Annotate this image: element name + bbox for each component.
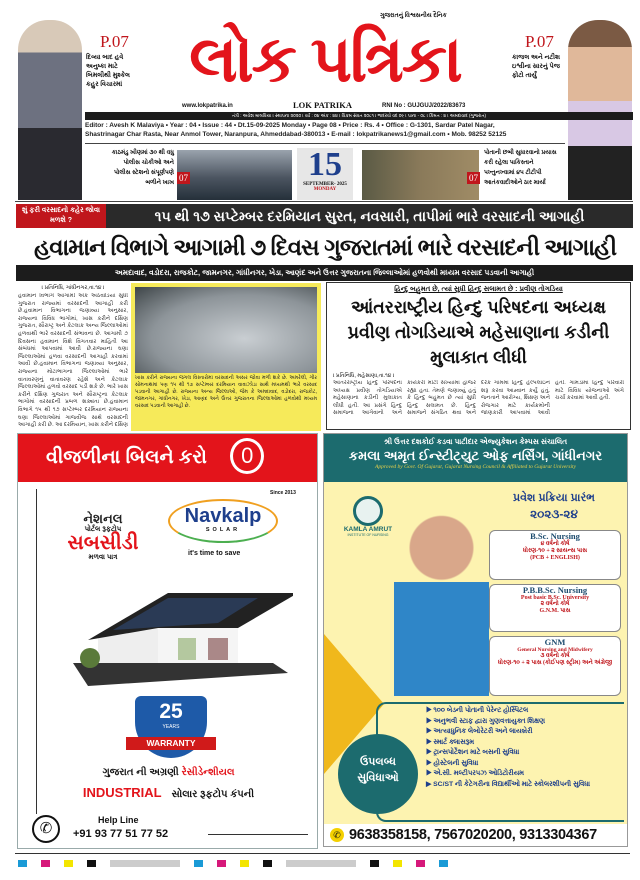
editor-line-1: Editor : Avesh K Malaviya • Year : 04 • Issue : 44 • Dt.15-09-2025 Monday • Page 08 • Price : Rs. 4 • Office : G-1301, Sardar Patel Nagar, — [85, 122, 495, 129]
slogan: it's time to save — [188, 550, 241, 557]
admission-year: ૨૦૨૩-૨૪ — [530, 507, 578, 521]
lead-body: હવામાન વિભાગે આગામી એક અઠવાડિયા સુધી ગુજરાત રાજ્યમાં વરસાદની આગાહી કરી છે.હવામાન વિભાગના જણાવ્યા અનુસાર, રાજ્યના વિવિધ ભાગોમાં, ખાસ કરીને દક્ષિણ ગુજરાત, સૌરાષ્ટ્ર અને કેટલાક અન્ય જિલ્લાઓમાં હળવાથી ભારે વરસાદની સંભાવના છે. આગામી ૭ દિવસના હવામાન વિશે વિગતવાર માહિતી આ સંબંધમાં આપવામાં આવી છે.રાજ્યના ઘણા જિલ્લાઓમાં હળવા વરસાદની આગાહી કરવામાં આવી છે.હવામાન વિભાગના જણાવ્યા અનુસાર, રાજ્યના મોટાભાગના જિલ્લાઓમાં ભારે વાતાવરણનું વાતાવરણ રહેશે અને કેટલાક જિલ્લાઓમાં હળવો વરસાદ પડી શકે છે. ભારે ખાસ કરીને દક્ષિણ ગુજરાત અને સૌરાષ્ટ્રના કેટલાક ભાગોમાં વરસાદની પ્રબળ શક્યતા છે.હવામાન વિભાગે ૧૫ થી ૧૭ સપ્ટેમ્બર દરમિયાન રાજ્યના ઘણા જિલ્લાઓમાં ગાજવીજ સાથે વરસાદની આગાહી કરી છે. આ દરમિયાન, ખાસ કરીને દક્ષિણ — [18, 293, 128, 428]
left-teaser-text[interactable]: દિવ્યા બાદ હવે અનુષ્કા માટે બિમલીથી મુશ્કેલ કહુર વિચારમાં — [86, 54, 130, 88]
banner-kicker — [16, 204, 106, 228]
brand-name: Navkalp — [184, 505, 262, 527]
lead-dateline: । પ્રતિનિધિ, ગાંધીનગર,તા.૧૪ । — [41, 285, 105, 291]
strip-left-page[interactable]: 07 — [179, 173, 188, 183]
subsidy-block — [44, 512, 162, 561]
divider — [85, 143, 565, 144]
navkalp-logo — [168, 499, 278, 543]
strip-left-text[interactable]: કાઠમંડુ ખીણમાં ૩૦ થી વધુ પોલીસ ચોકીઓ અને પોલીસ સ્ટેશનો સંપૂર્ણપણે બળીને ખાખ — [111, 150, 174, 186]
info-band-text: તંત્રી : અવેશ માલવિયા । સ્થાપના ૨૦૨૦ । વર્ષ : ૦૪ અંક : ૪૪ । વિક્રમ સંવત ૨૦૮૧ । ભાદરવો વદ ૦૯ । પાના - ૦૮ । કિંમત : ૪ । અમદાવાદ (ગુજરાત) — [232, 113, 486, 118]
website[interactable]: www.lokpatrika.in — [182, 103, 233, 109]
helpline-label: Help Line — [98, 815, 139, 825]
facility-item: ▶ અનુભવી સ્ટાફ દ્વારા ગુણવત્તાયુક્ત શિક્ષણ — [426, 717, 545, 725]
course-name: B.Sc. Nursing — [530, 531, 580, 541]
subsidy-line: સબસીડી — [67, 531, 139, 554]
strip-right-page[interactable]: 07 — [469, 173, 478, 183]
facility-item: ▶ ૧૦૦ બેડની પોતાની પેરેન્ટ હોસ્પિટલ — [426, 707, 529, 714]
color-registration-bar — [18, 860, 628, 868]
logo: લોક પત્રિકા — [189, 23, 461, 95]
facility-text: ટ્રાન્સપોર્ટેશન માટે બસની સુવિધા — [433, 749, 520, 756]
course-line: ૩ વર્ષનો કોર્ષ — [540, 653, 570, 659]
warranty-years: YEARS — [162, 724, 180, 730]
course-name: GNM — [544, 637, 566, 647]
nursing-top: શ્રી ઉત્તર દશકોઈ કડવા પાટીદાર એજ્યુકેશન કેમ્પસ સંચાલિત — [383, 437, 568, 446]
right-teaser-page[interactable]: P.07 — [525, 32, 554, 51]
tagline-2a: INDUSTRIAL — [82, 785, 162, 800]
course-line: ૪ વર્ષનો કોર્ષ — [540, 541, 570, 547]
kamla-amrut-logo — [338, 496, 398, 537]
phone-bar — [324, 824, 627, 846]
rni: RNI No : GUJGUJ/2022/83673 — [382, 103, 466, 109]
date-box — [297, 148, 353, 200]
facility-item: ▶ હોસ્ટેલની સુવિધા — [426, 759, 479, 767]
date-day: 15 — [308, 146, 342, 183]
facility-text: અનુભવી સ્ટાફ દ્વારા ગુણવત્તાયુક્ત શિક્ષણ — [433, 717, 545, 725]
solar-banner — [18, 434, 317, 482]
logo-sub: INSTITUTE OF NURSING — [347, 533, 389, 537]
facility-item: ▶ એ.સી. મલ્ટીપરપઝ ઓડિટોરીયમ — [426, 770, 524, 777]
nursing-header — [324, 434, 627, 482]
brand-sub: SOLAR — [205, 527, 241, 533]
course-card[interactable] — [489, 584, 621, 632]
course-line: General Nursing and Midwifery — [517, 647, 593, 653]
tagline-1 — [18, 767, 319, 778]
bottom-rule — [15, 853, 630, 854]
english-name: LOK PATRIKA — [293, 100, 352, 110]
rain-photo — [135, 287, 317, 373]
right-actress-photo — [568, 20, 632, 200]
helpline-number[interactable]: +91 93 77 51 77 52 — [73, 828, 169, 840]
togadia-kicker[interactable]: હિન્દુ બહુમત છે, ત્યાં સુધી હિન્દુ સલામત છે : પ્રવીણ તોગડિયા — [394, 286, 563, 293]
phone-icon: ✆ — [32, 815, 60, 843]
date-weekday: MONDAY — [313, 187, 337, 192]
course-card[interactable] — [489, 636, 621, 696]
info-band — [85, 112, 633, 120]
tagline: ગુજરાતનું વિશ્વસનીય દૈનિક — [380, 13, 447, 19]
warranty-number: 25 — [159, 700, 183, 723]
left-teaser-page[interactable]: P.07 — [100, 32, 129, 51]
banner-headline — [106, 204, 633, 228]
togadia-story — [326, 282, 631, 430]
course-card[interactable] — [489, 530, 621, 580]
course-line: (PCB + ENGLISH) — [530, 555, 580, 561]
nurse-photo — [394, 506, 489, 696]
since-label: Since 2013 — [270, 490, 296, 496]
course-line: ધોરણ-૧૦ + ૨ સાયન્સ પાસ — [522, 548, 588, 554]
facilities-list — [426, 706, 626, 790]
course-line: ધોરણ-૧૦ + ૨ પાસ (કોઈપણ સ્ટ્રીમ) અને અંગ્રેજી — [497, 660, 613, 666]
admission-title — [484, 490, 624, 522]
subsidy-line: મળવા પાત્ર — [88, 553, 118, 561]
banner-text: ૧૫ થી ૧૭ સપ્ટેમ્બર દરમિયાન સુરત, નવસારી, તાપીમાં ભારે વરસાદની આગાહી — [154, 208, 585, 224]
facilities-badge: ઉપલબ્ધ સુવિધાઓ — [338, 734, 418, 814]
facility-text: હોસ્ટેલની સુવિધા — [433, 759, 479, 767]
frame-line — [208, 834, 308, 835]
facility-text: એ.સી. મલ્ટીપરપઝ ઓડિટોરીયમ — [433, 770, 524, 777]
phone-icon: ✆ — [330, 828, 344, 842]
strip-left-photo — [177, 150, 292, 200]
tagline-1b: રેસીડેન્શીયલ — [181, 767, 235, 778]
course-name: P.B.B.Sc. Nursing — [522, 585, 588, 595]
logo-name: KAMLA AMRUT — [343, 526, 393, 533]
subsidy-line: પોર્ટલ રૂફટોપ — [84, 525, 122, 533]
solar-house-image — [68, 568, 293, 693]
togadia-body: આંતરરાષ્ટ્રીય હિન્દુ પરિષદના અધ્યક્ષ પ્રવીણ તોગડિયાએ મહેસાણાના કડીની મુલાકાત લીધી હતી. આ પ્રસંગે હિન્દુ સમાજના આગેવાનો અને કાર્યકરો મોટી સંખ્યામાં હાજર રહ્યા હતા. તેમણે જણાવ્યું હતું કે હિન્દુ બહુમત છે ત્યાં સુધી હિન્દુ સલામત છે. હિન્દુ સમાજને સંગઠિત થવા અને દરેક ગામમાં હિન્દુ હેલ્પલાઇન શરૂ કરવા આહ્વાન કર્યું હતું. જનતાને આરોગ્ય, શિક્ષણ અને રોજગાર માટે કાર્યક્રમોની જાણકારી આપવામાં આવી હતી. ગામડાંમાં હિન્દુ પરિવારો માટે વિવિધ યોજનાઓ અંગે ચર્ચા કરવામાં આવી હતી. — [333, 380, 624, 417]
facility-item: ▶ SC/ST ની કેટેગરીના વિદ્યાર્થીઓ માટે સ્કોલરશીપની સુવિધા — [426, 780, 590, 788]
nursing-title: કમલા અમૃત ઈન્સ્ટીટ્યુટ ઓફ નર્સિંગ, ગાંધીનગર — [348, 448, 603, 463]
lead-subhead-bar — [16, 265, 633, 281]
frame-line — [36, 489, 37, 814]
right-teaser-text[interactable]: કાજલ અને નટીશ ઇશ્વીના સારનું પેજ ફોટો તાર્યું — [512, 54, 561, 79]
photo-caption: ખાસ કરીને રાજ્યના જંગલ વિસ્તારોમાં વરસાદની અસર જોવા મળી શકે છે. અમરેલી, ગીર સોમનાથમાં પણ ૧૫ થી ૧૭ સપ્ટેમ્બર દરમિયાન વાવાઝોડા સાથે મધ્યમથી ભારે વરસાદ પડવાની આગાહી છે. રાજ્યના અન્ય જિલ્લાઓ, જેમ કે અમદાવાદ, વડોદરા, રાજકોટ, જામનગર, ગાંધીનગર, ખેડા, આણંદ અને ઉત્તર ગુજરાતના જિલ્લાઓમાં હળવોથી મધ્યમ વરસાદ પડવાની આગાહી છે. — [135, 375, 317, 409]
left-actress-photo — [18, 20, 82, 200]
facility-text: સ્માર્ટ ક્લાસરૂમ — [433, 738, 475, 746]
tagline-1a: ગુજરાત ની અગ્રણી — [102, 767, 179, 778]
editor-line-2: Shastrinagar Char Rasta, Near Anmol Tower, Naranpura, Ahmeddabad-380013 • E-mail : lokpatrikanews1@gmail.com • Mob. 98252 52125 — [85, 131, 507, 138]
facility-text: અત્યાધુનિક લેબોરેટરી અને લાયબ્રેરી — [433, 728, 533, 735]
lead-photo-frame — [131, 283, 321, 431]
strip-right-photo — [362, 150, 479, 200]
lead-headline[interactable]: હવામાન વિભાગે આગામી ૭ દિવસ ગુજરાતમાં ભારે વરસાદની આગાહી — [33, 234, 617, 260]
strip-right-text[interactable]: પોતાની છબી સુધારવાનો પ્રયાસ કરી રહેલા પાકિસ્તાને પખ્તુનખ્વામાં ૪૫ ટીટીપી આતંકવાદીઓને ઠાર માર્યા — [484, 150, 557, 186]
banner-kicker-text: શું ફરી વરસાદનો કહેર જોવા મળશે ? — [21, 207, 101, 224]
nursing-phones[interactable]: 9638358158, 7567020200, 9313304367 — [349, 827, 597, 843]
facility-item: ▶ ટ્રાન્સપોર્ટેશન માટે બસની સુવિધા — [426, 749, 520, 756]
subsidy-line: નેશનલ — [83, 511, 123, 526]
solar-banner-text: વીજળીના બિલને કરો — [46, 447, 207, 468]
course-line: G.N.M. પાસ — [539, 608, 571, 614]
logo-emblem-icon — [353, 496, 383, 526]
date-month: SEPTEMBER- 2025 — [303, 182, 347, 187]
divider — [15, 201, 633, 202]
admission-label: પ્રવેશ પ્રક્રિયા પ્રારંભ — [512, 492, 595, 504]
facility-item: ▶ અત્યાધુનિક લેબોરેટરી અને લાયબ્રેરી — [426, 728, 533, 735]
course-line: Post basic B.Sc. University — [520, 595, 590, 601]
tagline-2 — [18, 785, 319, 800]
warranty-ribbon: WARRANTY — [126, 737, 216, 750]
facility-text: ૧૦૦ બેડની પોતાની પેરેન્ટ હોસ્પિટલ — [433, 707, 529, 714]
zero-icon: 0 — [230, 438, 264, 474]
nursing-ad[interactable] — [323, 433, 628, 847]
facility-item: ▶ સ્માર્ટ ક્લાસરૂમ — [426, 738, 475, 746]
togadia-headline[interactable]: આંતરરાષ્ટ્રીય હિન્દુ પરિષદના અધ્યક્ષ પ્રવીણ તોગડિયાએ મહેસાણાના કડીની મુલાકાત લીધી — [347, 297, 610, 367]
lead-subhead: અમદાવાદ, વડોદરા, રાજકોટ, જામનગર, ગાંધીનગર, ખેડા, આણંદ અને ઉત્તર ગુજરાતના જિલ્લાઓમાં હળવોથી મધ્યમ વરસાદ પડવાની આગાહી — [114, 268, 535, 277]
nursing-approved: Approved by Govt. Of Gujarat, Gujarat Nursing Council & Affiliated to Gujarat University — [374, 464, 577, 470]
togadia-dateline: । પ્રતિનિધિ, મહેસાણા,તા.૧૪ । — [333, 373, 395, 379]
tagline-2b: સોલાર રૂફટોપ કંપની — [171, 789, 255, 800]
solar-ad[interactable] — [17, 433, 318, 849]
facility-text: SC/ST ની કેટેગરીના વિદ્યાર્થીઓ માટે સ્કોલરશીપની સુવિધા — [433, 780, 590, 788]
course-line: ૨ વર્ષનો કોર્ષ — [540, 601, 570, 607]
